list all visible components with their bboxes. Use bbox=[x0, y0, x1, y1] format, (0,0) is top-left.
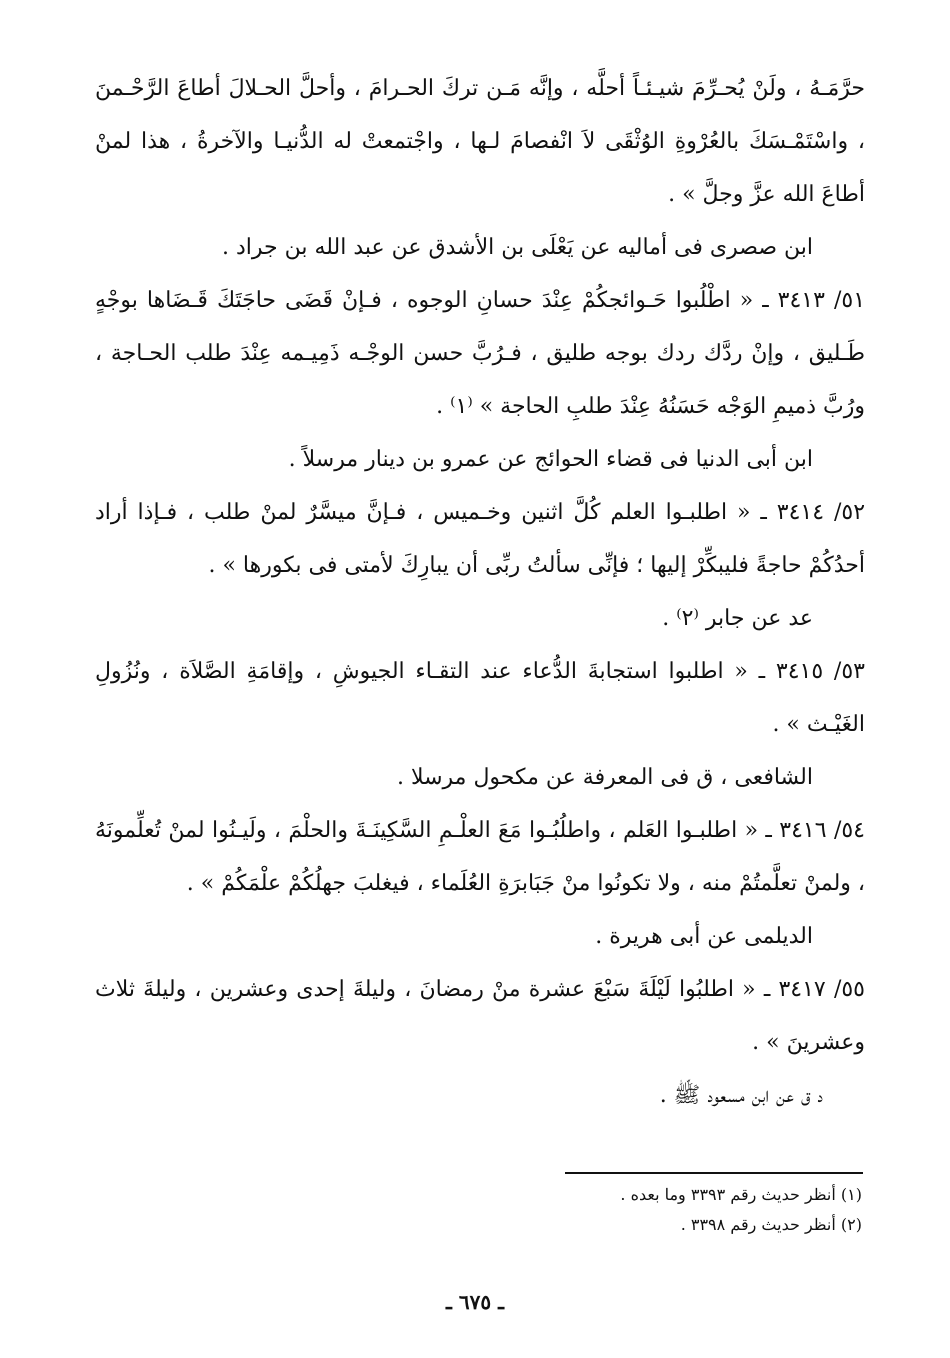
hadith-source: الشافعى ، ق فى المعرفة عن مكحول مرسلا . bbox=[396, 765, 813, 790]
hadith-text: ٥١/ ٣٤١٣ ـ « اطْلُبوا حَـوائجكُمْ عِنْدَ حسانِ الوجوه ، فـإنْ قَضَى حاجَتَكَ قَـضَاها بوجْهٍ طَـليق ، وإنْ ردَّك ردك بوجه طليق ، فـرُبَّ حسن الوجْـه ذَمِيـمه عِنْدَ طلب الحـاجة ، ورُبَّ ذميمِ الوَجْه حَسَنُهُ عِنْدَ طلبِ الحاجة » ⁽١⁾ . bbox=[95, 288, 866, 419]
hadith-source: عد عن جابر ⁽٢⁾ . bbox=[662, 606, 813, 631]
hadith-text: ٥٥/ ٣٤١٧ ـ « اطلبُوا لَيْلَةَ سَبْعَ عشرة منْ رمضانَ ، وليلةَ إحدى وعشرين ، وليلةَ ثلاث وعشرينَ » . bbox=[95, 977, 865, 1055]
footnote: (١) أنظر حديث رقم ٣٣٩٣ وما بعده . bbox=[620, 1185, 862, 1204]
hadith-text: ٥٤/ ٣٤١٦ ـ « اطلبـوا العَلم ، واطلُبُـوا مَعَ العلْـمِ السَّكِينَـةَ والحلْمَ ، ولَيـنُوا لمنْ تُعلِّمونَهُ ، ولمنْ تعلَّمتُمْ منه ، ولا تكونُوا منْ جَبَابرَةِ العُلَماء ، فيغلبَ جهلُكُمْ علْمَكُمْ » . bbox=[95, 818, 865, 896]
page-number: ـ ٦٧٥ ـ bbox=[446, 1290, 504, 1314]
hadith-source: ابن أبى الدنيا فى قضاء الحوائج عن عمرو بن دينار مرسلاً . bbox=[288, 447, 813, 472]
hadith-source: ابن صصرى فى أماليه عن يَعْلَى بن الأشدق عن عبد الله بن جراد . bbox=[221, 235, 813, 260]
footnotes bbox=[400, 1180, 862, 1240]
hadith-source: الديلمى عن أبى هريرة . bbox=[595, 924, 813, 949]
footnote-divider bbox=[565, 1172, 863, 1174]
hadith-text-continuation: حرَّمَـهُ ، ولَنْ يُحـرِّمَ شيـئـاً أحلَّه ، وإنَّه مَـن تركَ الحـرامَ ، وأحلَّ الحـلالَ أطاعَ الرَّحْـمنَ ، واسْتَمْـسَكَ بالعُرْوةِ الوُثْقَى لاَ انْفصامَ لـها ، واجْتمعتْ له الدُّنيـا والآخرةُ ، هذا لمنْ أطاعَ الله عزَّ وجلَّ » . bbox=[95, 76, 865, 207]
main-text bbox=[95, 62, 865, 1122]
footnote: (٢) أنظر حديث رقم ٣٣٩٨ . bbox=[680, 1215, 862, 1234]
hadith-source: د ق عن ابن مسعود ﷺ . bbox=[659, 1083, 823, 1108]
hadith-text: ٥٢/ ٣٤١٤ ـ « اطلبـوا العلم كُلَّ اثنين وخـميس ، فـإنَّ ميسَّرٌ لمنْ طلب ، فـإذا أراد أحدُكُمْ حاجةً فليبكِّرْ إليها ؛ فإنِّى سألتُ ربِّى أن يبارِكَ لأمتى فى بكورها » . bbox=[95, 500, 866, 578]
hadith-text: ٥٣/ ٣٤١٥ ـ « اطلبوا استجابةَ الدُّعاء عند التقـاء الجيوشِ ، وإقامَةِ الصَّلاَة ، ونُزُولِ الغَيْـث » . bbox=[95, 659, 865, 737]
